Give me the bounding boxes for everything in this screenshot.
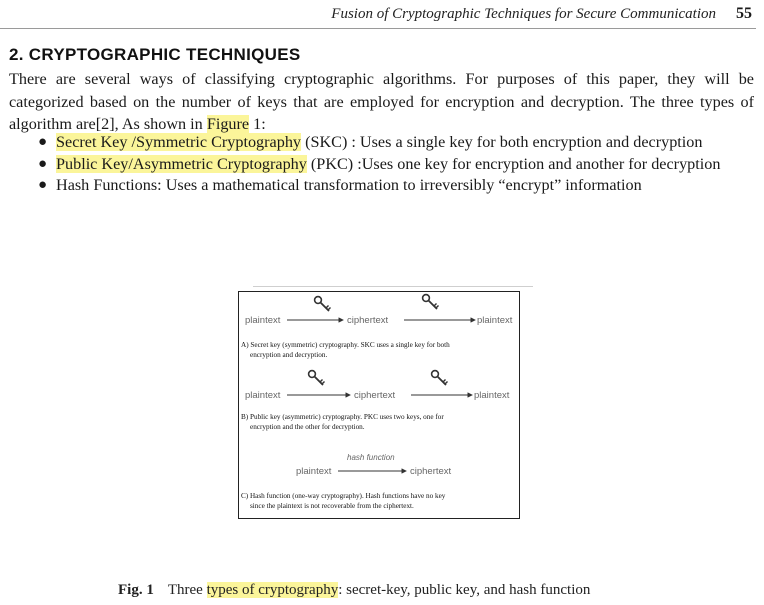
panel-caption-line: since the plaintext is not recoverable from the ciphertext.: [250, 502, 414, 510]
page-number: 55: [736, 5, 752, 22]
secret-key-link[interactable]: Secret Key /Symmetric Cryptography: [56, 133, 302, 151]
figure-caption-text: Three: [167, 582, 207, 598]
plaintext-label: plaintext: [477, 315, 513, 326]
plaintext-label: plaintext: [245, 315, 281, 326]
plaintext-label: plaintext: [296, 466, 332, 477]
ciphertext-label: ciphertext: [347, 315, 389, 326]
panel-a-caption: [241, 340, 507, 360]
figure-diagram: [239, 292, 519, 518]
bullet-icon: ●: [38, 155, 48, 172]
bullet-icon: ●: [38, 177, 48, 194]
panel-b-caption: [241, 412, 507, 432]
list-item: [38, 154, 754, 176]
key-icon: [432, 371, 448, 385]
panel-caption-line: C) Hash function (one-way cryptography). Hash functions have no key: [241, 492, 446, 500]
figure-top-rule: [253, 286, 533, 287]
panel-caption-line: A) Secret key (symmetric) cryptography. SKC uses a single key for both: [241, 341, 450, 349]
key-icon: [315, 297, 331, 311]
list-item-text: (SKC) : Uses a single key for both encryption and decryption: [301, 133, 703, 151]
intro-text-end: 1:: [249, 115, 266, 134]
intro-paragraph: [9, 68, 754, 136]
ciphertext-label: ciphertext: [410, 466, 452, 477]
technique-list: [38, 132, 754, 197]
panel-caption-line: B) Public key (asymmetric) cryptography. PKC uses two keys, one for: [241, 413, 444, 421]
figure-label: Fig. 1: [118, 582, 154, 598]
list-item: [38, 175, 754, 197]
hash-function-label: hash function: [347, 453, 395, 462]
list-item-text: (PKC) :Uses one key for encryption and another for decryption: [306, 154, 721, 173]
bullet-icon: ●: [38, 134, 48, 150]
ciphertext-label: ciphertext: [354, 390, 396, 401]
plaintext-label: plaintext: [245, 390, 281, 401]
types-of-cryptography-link[interactable]: types of cryptography: [206, 582, 339, 598]
intro-text: There are several ways of classifying cryptographic algorithms. For purposes of this paper, they will be categorized based on the number of keys that are employed for encryption and decryption. The three types of algorithm are[2], As shown in: [9, 70, 754, 134]
running-head-title: Fusion of Cryptographic Techniques for Secure Communication: [331, 6, 716, 22]
figure-caption-text-end: : secret-key, public key, and hash function: [338, 582, 591, 598]
key-icon: [423, 295, 439, 309]
figure-link[interactable]: Figure: [206, 115, 250, 134]
section-heading: 2. CRYPTOGRAPHIC TECHNIQUES: [9, 45, 301, 64]
plaintext-label: plaintext: [474, 390, 510, 401]
panel-caption-line: encryption and decryption.: [250, 351, 328, 359]
figure-caption: [118, 582, 590, 599]
public-key-link[interactable]: Public Key/Asymmetric Cryptography: [56, 154, 307, 173]
key-icon: [309, 371, 325, 385]
list-item-text: Hash Functions: Uses a mathematical transformation to irreversibly “encrypt” information: [56, 176, 642, 195]
list-item: [38, 132, 754, 154]
panel-caption-line: encryption and the other for decryption.: [250, 423, 365, 431]
figure-1: [238, 291, 520, 519]
running-head: [0, 0, 756, 29]
panel-c-caption: [241, 491, 507, 511]
